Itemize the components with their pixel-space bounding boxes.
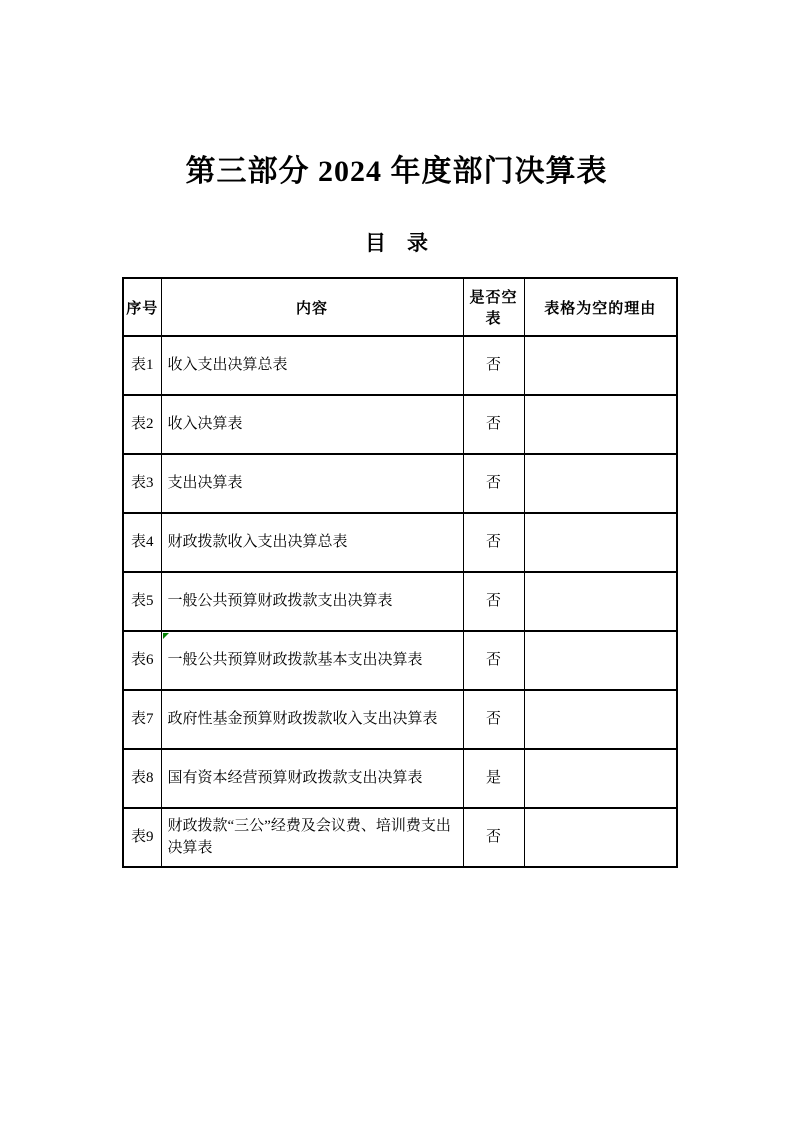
column-header-reason: 表格为空的理由 bbox=[524, 278, 677, 336]
row-no-cell: 表5 bbox=[123, 572, 161, 631]
row-content-cell: 支出决算表 bbox=[161, 454, 463, 513]
row-content-cell: 收入支出决算总表 bbox=[161, 336, 463, 395]
row-no-cell: 表6 bbox=[123, 631, 161, 690]
table-row bbox=[123, 631, 677, 690]
row-no-cell: 表8 bbox=[123, 749, 161, 808]
table-row bbox=[123, 690, 677, 749]
table-row bbox=[123, 336, 677, 395]
row-reason-cell bbox=[524, 690, 677, 749]
row-no-cell: 表4 bbox=[123, 513, 161, 572]
row-content-cell bbox=[161, 631, 463, 690]
table-row bbox=[123, 749, 677, 808]
toc-heading: 目 录 bbox=[365, 232, 428, 255]
row-isempty-cell: 否 bbox=[463, 513, 524, 572]
row-reason-cell bbox=[524, 395, 677, 454]
row-isempty-cell: 否 bbox=[463, 690, 524, 749]
table-row bbox=[123, 395, 677, 454]
column-header-content: 内容 bbox=[161, 278, 463, 336]
table-row bbox=[123, 808, 677, 867]
row-reason-cell bbox=[524, 749, 677, 808]
row-content-cell: 一般公共预算财政拨款支出决算表 bbox=[161, 572, 463, 631]
column-header-isempty: 是否空表 bbox=[463, 278, 524, 336]
contents-table bbox=[122, 277, 678, 868]
row-isempty-cell: 否 bbox=[463, 808, 524, 867]
row-reason-cell bbox=[524, 454, 677, 513]
row-content-text: 一般公共预算财政拨款基本支出决算表 bbox=[167, 651, 423, 668]
row-content-cell: 政府性基金预算财政拨款收入支出决算表 bbox=[161, 690, 463, 749]
row-content-cell: 财政拨款收入支出决算总表 bbox=[161, 513, 463, 572]
row-reason-cell bbox=[524, 631, 677, 690]
table-row bbox=[123, 513, 677, 572]
column-header-no: 序号 bbox=[123, 278, 161, 336]
row-no-cell: 表2 bbox=[123, 395, 161, 454]
table-row bbox=[123, 572, 677, 631]
comment-marker-icon bbox=[163, 633, 169, 639]
row-content-cell: 国有资本经营预算财政拨款支出决算表 bbox=[161, 749, 463, 808]
table-row bbox=[123, 454, 677, 513]
row-isempty-cell: 否 bbox=[463, 336, 524, 395]
header-row bbox=[123, 278, 677, 336]
page-title: 第三部分 2024 年度部门决算表 bbox=[185, 155, 608, 188]
row-reason-cell bbox=[524, 513, 677, 572]
row-content-cell: 财政拨款“三公”经费及会议费、培训费支出决算表 bbox=[161, 808, 463, 867]
row-isempty-cell: 否 bbox=[463, 631, 524, 690]
row-isempty-cell: 否 bbox=[463, 395, 524, 454]
row-no-cell: 表9 bbox=[123, 808, 161, 867]
row-content-cell: 收入决算表 bbox=[161, 395, 463, 454]
row-no-cell: 表1 bbox=[123, 336, 161, 395]
row-no-cell: 表3 bbox=[123, 454, 161, 513]
row-reason-cell bbox=[524, 572, 677, 631]
row-reason-cell bbox=[524, 336, 677, 395]
row-no-cell: 表7 bbox=[123, 690, 161, 749]
row-isempty-cell: 否 bbox=[463, 572, 524, 631]
row-isempty-cell: 是 bbox=[463, 749, 524, 808]
row-reason-cell bbox=[524, 808, 677, 867]
row-isempty-cell: 否 bbox=[463, 454, 524, 513]
